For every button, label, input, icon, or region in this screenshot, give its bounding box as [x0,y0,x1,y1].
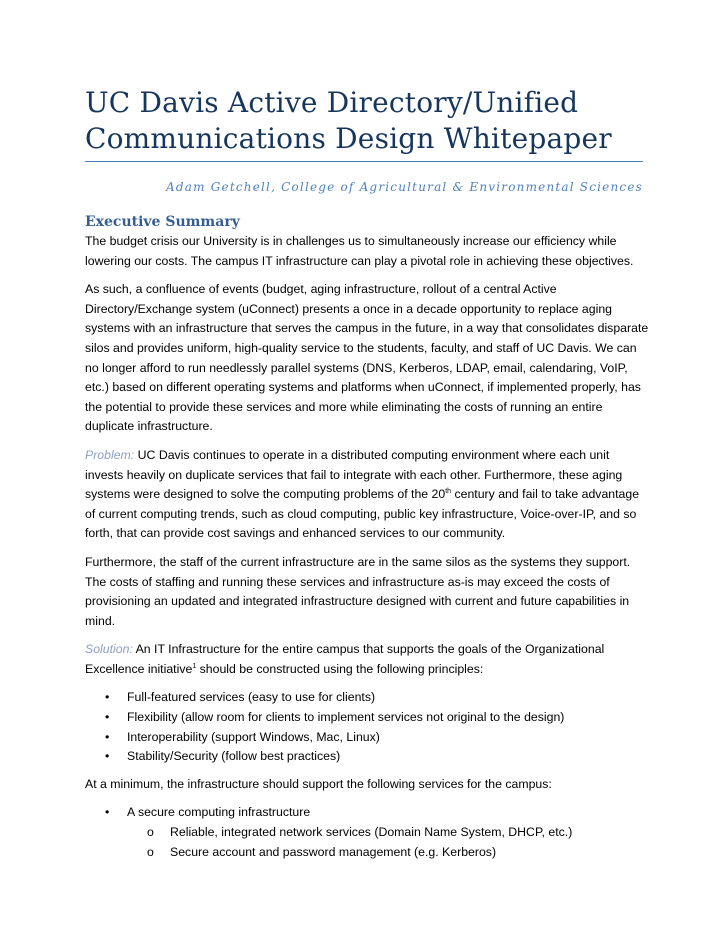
list-item-text: Interoperability (support Windows, Mac, Linux) [127,729,380,744]
bullet-icon: • [105,729,110,744]
title-underline [85,161,643,162]
bullet-icon: • [105,710,110,725]
paragraph-budget-crisis: The budget crisis our University is in challenges us to simultaneously increase our efficiency while lowering our costs. The campus IT infrastructure can play a pivotal role in achieving these objectives. [85,234,634,268]
list-item [85,747,650,767]
paragraph-confluence: As such, a confluence of events (budget, aging infrastructure, rollout of a central Active Directory/Exchange system (uConnect) presents a once in a decade opportunity to replace aging systems with an infrastructure that serves the campus in the future, in a way that consolidates disparate silos and provides uniform, high-quality service to the students, faculty, and staff of UC Davis. We can no longer afford to run needlessly parallel systems (DNS, Kerberos, LDAP, email, calendaring, VoIP, etc.) based on different operating systems and platforms when uConnect, if implemented properly, has the potential to provide these services and more while eliminating the costs of running an entire duplicate infrastructure. [85,282,649,434]
services-list [85,803,650,823]
paragraph-problem [85,446,650,544]
solution-label: Solution: [85,642,133,657]
sub-bullet-icon: o [147,825,154,840]
list-item [85,803,650,823]
title-line-1: UC Davis Active Directory/Unified [85,86,579,119]
list-item [85,708,650,728]
list-item [85,688,650,708]
sub-list-item [85,823,650,843]
principles-list [85,688,650,766]
solution-text-a: An IT Infrastructure for the entire campus that supports the goals of the Organizational Excellence initiative [85,642,605,676]
list-item-text: Flexibility (allow room for clients to implement services not original to the design) [127,710,565,725]
footnote-marker: 1 [192,662,197,670]
list-item-text: A secure computing infrastructure [127,805,311,820]
section-heading-executive-summary: Executive Summary [85,214,240,230]
sub-list-item-text: Reliable, integrated network services (Domain Name System, DHCP, etc.) [170,825,573,840]
problem-superscript: th [445,488,452,496]
problem-text-b: century and fail to take advantage of current computing trends, such as cloud computing, public key infrastructure, Voice-over-IP, and so forth, that can provide cost savings and enhanced services to our community. [85,487,640,541]
sub-services-list [85,823,650,862]
sub-list-item [85,843,650,863]
paragraph-services-intro: At a minimum, the infrastructure should support the following services for the campus: [85,776,552,791]
bullet-icon: • [105,805,110,820]
title-line-2: Communications Design Whitepaper [85,122,612,155]
document-title [85,85,655,157]
list-item-text: Stability/Security (follow best practices) [127,749,341,764]
list-item-text: Full-featured services (easy to use for clients) [127,690,376,705]
bullet-icon: • [105,749,110,764]
paragraph-staff: Furthermore, the staff of the current infrastructure are in the same silos as the systems they support. The costs of staffing and running these services and infrastructure as-is may exceed the costs of provisioning an updated and integrated infrastructure designed with current and future capabilities in mind. [85,554,631,628]
problem-text-a: UC Davis continues to operate in a distributed computing environment where each unit invests heavily on duplicate services that fail to integrate with each other. Furthermore, these aging systems were designed to solve the computing problems of the 20 [85,447,623,502]
list-item [85,728,650,748]
solution-text-b: should be constructed using the following principles: [196,661,484,676]
problem-label: Problem: [85,447,135,462]
sub-bullet-icon: o [147,844,154,859]
document-body [85,212,650,862]
paragraph-solution [85,640,650,679]
author-byline: Adam Getchell, College of Agricultural & Environmental Sciences [166,180,643,194]
sub-list-item-text: Secure account and password management (e.g. Kerberos) [170,844,497,859]
bullet-icon: • [105,690,110,705]
